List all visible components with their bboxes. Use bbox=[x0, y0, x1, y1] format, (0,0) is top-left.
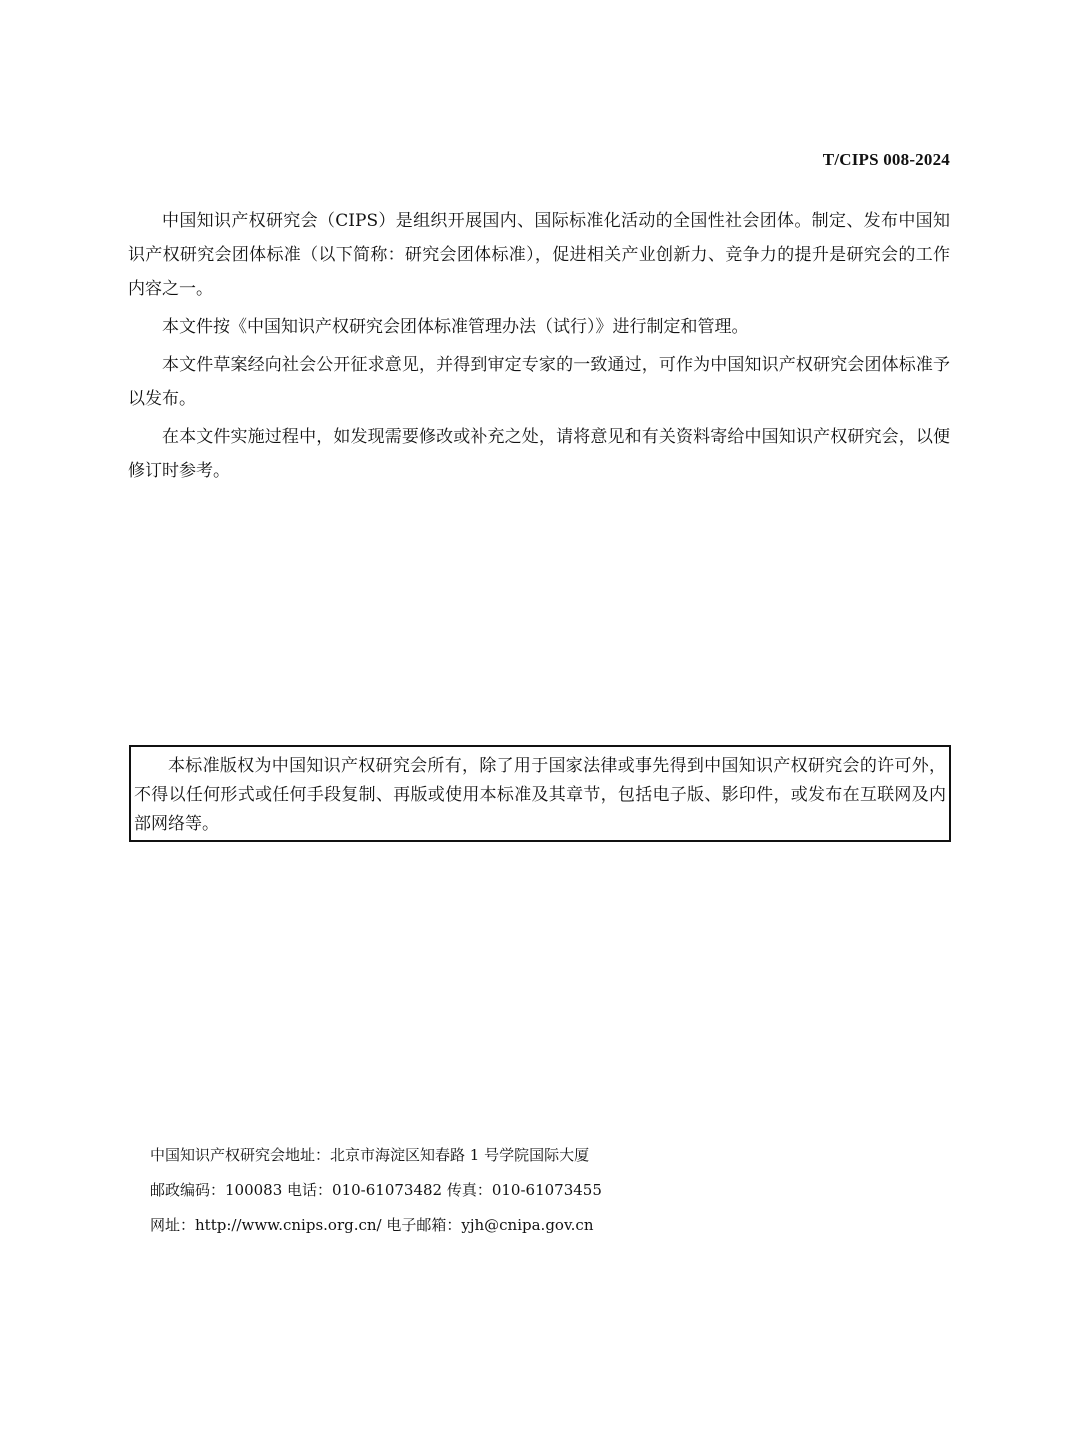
publisher-phone-fax: 邮政编码：100083 电话：010-61073482 传真：010-61073455 bbox=[150, 1181, 602, 1199]
foreword-paragraph-3: 本文件草案经向社会公开征求意见，并得到审定专家的一致通过，可作为中国知识产权研究会团体标准予以发布。 bbox=[128, 355, 950, 409]
copyright-notice-text: 本标准版权为中国知识产权研究会所有，除了用于国家法律或事先得到中国知识产权研究会的许可外，不得以任何形式或任何手段复制、再版或使用本标准及其章节，包括电子版、影印件，或发布在互联网及内部网络等。 bbox=[134, 756, 946, 834]
document-code: T/CIPS 008-2024 bbox=[822, 150, 950, 169]
publisher-contact-info bbox=[150, 1138, 602, 1243]
publisher-address: 中国知识产权研究会地址：北京市海淀区知春路 1 号学院国际大厦 bbox=[150, 1146, 590, 1164]
copyright-notice-box bbox=[129, 745, 951, 842]
foreword-paragraph-4: 在本文件实施过程中，如发现需要修改或补充之处，请将意见和有关资料寄给中国知识产权研究会，以便修订时参考。 bbox=[128, 427, 950, 481]
foreword-section bbox=[128, 204, 950, 492]
foreword-paragraph-2: 本文件按《中国知识产权研究会团体标准管理办法（试行）》进行制定和管理。 bbox=[162, 317, 749, 337]
publisher-web-email: 网址：http://www.cnips.org.cn/ 电子邮箱：yjh@cnipa.gov.cn bbox=[150, 1216, 594, 1234]
foreword-paragraph-1: 中国知识产权研究会（CIPS）是组织开展国内、国际标准化活动的全国性社会团体。制定、发布中国知识产权研究会团体标准（以下简称：研究会团体标准），促进相关产业创新力、竞争力的提升是研究会的工作内容之一。 bbox=[128, 211, 950, 299]
